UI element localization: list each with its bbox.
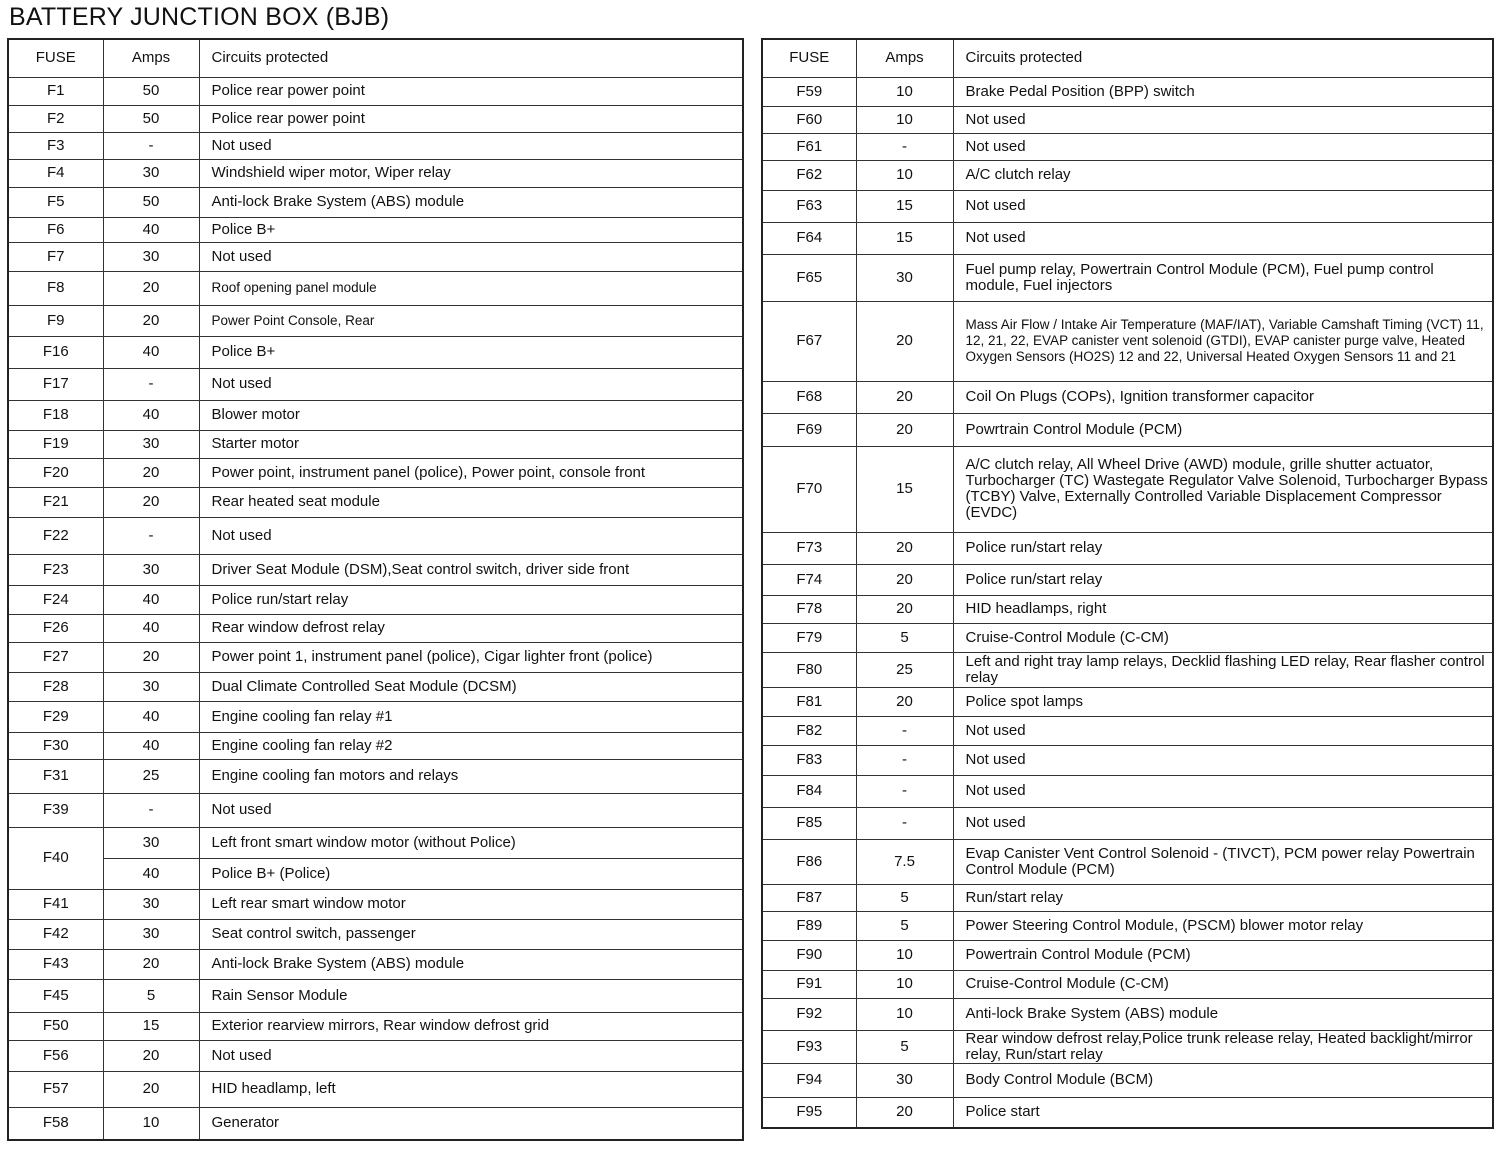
table-row [762,381,1493,413]
table-row [8,979,743,1012]
table-row [762,775,1493,807]
table-row [762,446,1493,532]
fuse-cell: F23 [8,554,103,585]
circuits-cell: Windshield wiper motor, Wiper relay [199,159,743,187]
fuse-cell: F60 [762,106,856,133]
circuits-cell: Anti-lock Brake System (ABS) module [953,998,1493,1030]
fuse-cell: F90 [762,940,856,970]
table-row [762,687,1493,716]
circuits-cell: Police run/start relay [953,564,1493,595]
table-row [762,160,1493,190]
circuits-cell: Powrtrain Control Module (PCM) [953,413,1493,446]
header-amps: Amps [856,39,953,77]
fuse-cell: F43 [8,949,103,979]
fuse-cell: F40 [8,827,103,889]
amps-cell: 20 [856,301,953,381]
fuse-cell: F78 [762,595,856,623]
circuits-cell: Not used [199,1040,743,1071]
circuits-cell: Fuel pump relay, Powertrain Control Module (PCM), Fuel pump control module, Fuel injectors [953,254,1493,301]
amps-cell: 5 [856,623,953,652]
fuse-table-right [761,38,1494,1129]
circuits-cell: Left rear smart window motor [199,889,743,919]
table-row [762,564,1493,595]
amps-cell: 20 [856,532,953,564]
amps-cell: 15 [856,222,953,254]
table-row [8,400,743,430]
amps-cell: 20 [103,487,199,517]
fuse-cell: F50 [8,1012,103,1040]
circuits-cell: Police rear power point [199,105,743,132]
fuse-cell: F68 [762,381,856,413]
fuse-cell: F31 [8,759,103,793]
amps-cell: 40 [103,614,199,642]
amps-cell: 50 [103,77,199,105]
amps-cell: 30 [103,889,199,919]
fuse-cell: F81 [762,687,856,716]
amps-cell: - [856,807,953,839]
table-row [8,732,743,759]
fuse-cell: F63 [762,190,856,222]
amps-cell: 10 [103,1107,199,1140]
table-row [8,889,743,919]
fuse-cell: F95 [762,1097,856,1128]
circuits-cell: Not used [953,807,1493,839]
table-row [762,716,1493,745]
fuse-cell: F65 [762,254,856,301]
amps-cell: 30 [103,554,199,585]
amps-cell: 10 [856,998,953,1030]
table-row [8,458,743,487]
circuits-cell: Not used [199,517,743,554]
circuits-cell: Left and right tray lamp relays, Decklid flashing LED relay, Rear flasher control relay [953,652,1493,687]
table-row [762,884,1493,911]
circuits-cell: Starter motor [199,430,743,458]
amps-cell: 20 [103,1040,199,1071]
amps-cell: 30 [856,1063,953,1097]
table-row [762,652,1493,687]
fuse-cell: F74 [762,564,856,595]
amps-cell: 5 [103,979,199,1012]
fuse-cell: F82 [762,716,856,745]
fuse-cell: F42 [8,919,103,949]
amps-cell: 20 [856,413,953,446]
table-row [762,807,1493,839]
circuits-cell: Not used [953,716,1493,745]
circuits-cell: Not used [199,242,743,271]
table-row [8,614,743,642]
amps-cell: 5 [856,1030,953,1063]
fuse-cell: F83 [762,745,856,775]
amps-cell: 40 [103,858,199,889]
amps-cell: 20 [103,458,199,487]
circuits-cell: Dual Climate Controlled Seat Module (DCSM) [199,672,743,701]
amps-cell: - [856,745,953,775]
fuse-cell: F80 [762,652,856,687]
table-row [8,585,743,614]
fuse-cell: F64 [762,222,856,254]
amps-cell: 40 [103,585,199,614]
fuse-cell: F70 [762,446,856,532]
circuits-cell: A/C clutch relay, All Wheel Drive (AWD) module, grille shutter actuator, Turbocharger (TC) Wastegate Regulator Valve Solenoid, Turbocharger Bypass (TCBY) Valve, Externally Controlled Variable Displacement Compressor (EVDC) [953,446,1493,532]
circuits-cell: Power point, instrument panel (police), Power point, console front [199,458,743,487]
circuits-cell: Rear window defrost relay [199,614,743,642]
fuse-cell: F17 [8,368,103,400]
amps-cell: 40 [103,217,199,242]
table-row [762,911,1493,940]
fuse-cell: F85 [762,807,856,839]
amps-cell: 10 [856,77,953,106]
amps-cell: 5 [856,911,953,940]
circuits-cell: Police B+ (Police) [199,858,743,889]
table-row [8,827,743,858]
circuits-cell: Not used [199,132,743,159]
circuits-cell: Cruise-Control Module (C-CM) [953,623,1493,652]
fuse-cell: F92 [762,998,856,1030]
amps-cell: - [103,368,199,400]
circuits-cell: HID headlamps, right [953,595,1493,623]
fuse-table-left [7,38,744,1141]
amps-cell: - [103,132,199,159]
fuse-cell: F67 [762,301,856,381]
fuse-cell: F24 [8,585,103,614]
fuse-cell: F3 [8,132,103,159]
circuits-cell: Police start [953,1097,1493,1128]
table-header-row [8,39,743,77]
fuse-cell: F94 [762,1063,856,1097]
fuse-cell: F27 [8,642,103,672]
fuse-cell: F2 [8,105,103,132]
table-row [8,858,743,889]
table-row [8,759,743,793]
table-row [762,998,1493,1030]
amps-cell: 30 [103,159,199,187]
fuse-cell: F18 [8,400,103,430]
fuse-cell: F84 [762,775,856,807]
fuse-cell: F87 [762,884,856,911]
fuse-cell: F59 [762,77,856,106]
table-row [8,132,743,159]
fuse-cell: F89 [762,911,856,940]
amps-cell: 25 [103,759,199,793]
table-row [8,305,743,336]
circuits-cell: Seat control switch, passenger [199,919,743,949]
table-row [8,217,743,242]
fuse-cell: F7 [8,242,103,271]
circuits-cell: Police run/start relay [953,532,1493,564]
header-fuse: FUSE [8,39,103,77]
amps-cell: 15 [103,1012,199,1040]
table-row [762,595,1493,623]
amps-cell: 7.5 [856,839,953,884]
amps-cell: 30 [103,919,199,949]
fuse-cell: F61 [762,133,856,160]
table-row [762,839,1493,884]
circuits-cell: Body Control Module (BCM) [953,1063,1493,1097]
amps-cell: 20 [856,687,953,716]
circuits-cell: Anti-lock Brake System (ABS) module [199,187,743,217]
table-row [762,133,1493,160]
fuse-cell: F91 [762,970,856,998]
table-row [762,970,1493,998]
amps-cell: 50 [103,105,199,132]
table-row [8,701,743,732]
circuits-cell: Not used [953,222,1493,254]
fuse-cell: F62 [762,160,856,190]
table-row [8,1107,743,1140]
amps-cell: - [103,793,199,827]
page-title: BATTERY JUNCTION BOX (BJB) [9,3,390,31]
table-row [8,487,743,517]
table-row [8,368,743,400]
amps-cell: 40 [103,732,199,759]
table-row [762,106,1493,133]
amps-cell: - [856,133,953,160]
circuits-cell: Police rear power point [199,77,743,105]
table-row [8,271,743,305]
amps-cell: 40 [103,701,199,732]
header-amps: Amps [103,39,199,77]
circuits-cell: Police run/start relay [199,585,743,614]
circuits-cell: Police spot lamps [953,687,1493,716]
circuits-cell: Exterior rearview mirrors, Rear window defrost grid [199,1012,743,1040]
amps-cell: - [856,716,953,745]
fuse-cell: F86 [762,839,856,884]
circuits-cell: Driver Seat Module (DSM),Seat control switch, driver side front [199,554,743,585]
table-row [8,105,743,132]
circuits-cell: Not used [199,793,743,827]
amps-cell: 10 [856,106,953,133]
table-row [8,642,743,672]
fuse-cell: F21 [8,487,103,517]
fuse-cell: F8 [8,271,103,305]
header-circuits: Circuits protected [953,39,1493,77]
circuits-cell: Not used [953,775,1493,807]
circuits-cell: Blower motor [199,400,743,430]
circuits-cell: Power point 1, instrument panel (police), Cigar lighter front (police) [199,642,743,672]
circuits-cell: Not used [953,190,1493,222]
circuits-cell: Generator [199,1107,743,1140]
table-row [8,77,743,105]
circuits-cell: Coil On Plugs (COPs), Ignition transformer capacitor [953,381,1493,413]
amps-cell: 50 [103,187,199,217]
header-fuse: FUSE [762,39,856,77]
table-row [762,301,1493,381]
circuits-cell: Brake Pedal Position (BPP) switch [953,77,1493,106]
table-row [762,623,1493,652]
fuse-cell: F4 [8,159,103,187]
circuits-cell: Police B+ [199,336,743,368]
table-row [8,919,743,949]
table-row [8,430,743,458]
amps-cell: - [856,775,953,807]
amps-cell: 40 [103,336,199,368]
table-row [762,413,1493,446]
circuits-cell: Rear window defrost relay,Police trunk release relay, Heated backlight/mirror relay, Run/start relay [953,1030,1493,1063]
table-row [762,940,1493,970]
amps-cell: 15 [856,446,953,532]
table-row [8,672,743,701]
circuits-cell: Mass Air Flow / Intake Air Temperature (MAF/IAT), Variable Camshaft Timing (VCT) 11, 12, 21, 22, EVAP canister vent solenoid (GTDI), EVAP canister purge valve, Heated Oxygen Sensors (HO2S) 12 and 22, Universal Heated Oxygen Sensors 11 and 21 [953,301,1493,381]
circuits-cell: HID headlamp, left [199,1071,743,1107]
amps-cell: 20 [856,564,953,595]
table-row [8,336,743,368]
fuse-cell: F9 [8,305,103,336]
amps-cell: 20 [103,305,199,336]
fuse-cell: F57 [8,1071,103,1107]
table-row [8,187,743,217]
circuits-cell: Not used [953,133,1493,160]
table-row [8,517,743,554]
amps-cell: 5 [856,884,953,911]
amps-cell: 15 [856,190,953,222]
circuits-cell: Rain Sensor Module [199,979,743,1012]
amps-cell: 10 [856,970,953,998]
fuse-cell: F19 [8,430,103,458]
amps-cell: 20 [856,381,953,413]
amps-cell: 20 [103,1071,199,1107]
amps-cell: 10 [856,940,953,970]
circuits-cell: Power Steering Control Module, (PSCM) blower motor relay [953,911,1493,940]
fuse-cell: F6 [8,217,103,242]
circuits-cell: Not used [953,745,1493,775]
table-row [762,190,1493,222]
table-row [762,1030,1493,1063]
table-row [762,77,1493,106]
circuits-cell: Engine cooling fan motors and relays [199,759,743,793]
fuse-cell: F16 [8,336,103,368]
fuse-cell: F5 [8,187,103,217]
circuits-cell: Left front smart window motor (without Police) [199,827,743,858]
table-row [8,554,743,585]
table-row [8,793,743,827]
table-row [762,1063,1493,1097]
amps-cell: 10 [856,160,953,190]
fuse-cell: F69 [762,413,856,446]
table-header-row [762,39,1493,77]
fuse-cell: F56 [8,1040,103,1071]
fuse-cell: F45 [8,979,103,1012]
fuse-cell: F79 [762,623,856,652]
table-row [762,222,1493,254]
table-row [8,1012,743,1040]
circuits-cell: Engine cooling fan relay #2 [199,732,743,759]
fuse-cell: F93 [762,1030,856,1063]
table-row [8,949,743,979]
circuits-cell: Power Point Console, Rear [199,305,743,336]
amps-cell: 20 [103,949,199,979]
fuse-cell: F39 [8,793,103,827]
table-row [8,242,743,271]
circuits-cell: Run/start relay [953,884,1493,911]
amps-cell: 30 [103,242,199,271]
amps-cell: 30 [103,430,199,458]
fuse-cell: F73 [762,532,856,564]
fuse-cell: F41 [8,889,103,919]
fuse-cell: F22 [8,517,103,554]
table-row [762,745,1493,775]
table-row [8,1040,743,1071]
fuse-cell: F1 [8,77,103,105]
circuits-cell: A/C clutch relay [953,160,1493,190]
circuits-cell: Cruise-Control Module (C-CM) [953,970,1493,998]
circuits-cell: Rear heated seat module [199,487,743,517]
fuse-cell: F26 [8,614,103,642]
amps-cell: 20 [103,642,199,672]
circuits-cell: Anti-lock Brake System (ABS) module [199,949,743,979]
table-row [762,254,1493,301]
fuse-cell: F29 [8,701,103,732]
amps-cell: 40 [103,400,199,430]
fuse-cell: F30 [8,732,103,759]
table-row [8,1071,743,1107]
amps-cell: 25 [856,652,953,687]
circuits-cell: Not used [953,106,1493,133]
table-row [762,532,1493,564]
fuse-cell: F28 [8,672,103,701]
table-row [762,1097,1493,1128]
amps-cell: 20 [856,595,953,623]
amps-cell: 30 [103,672,199,701]
amps-cell: - [103,517,199,554]
amps-cell: 30 [103,827,199,858]
circuits-cell: Roof opening panel module [199,271,743,305]
fuse-cell: F58 [8,1107,103,1140]
amps-cell: 20 [103,271,199,305]
circuits-cell: Powertrain Control Module (PCM) [953,940,1493,970]
amps-cell: 20 [856,1097,953,1128]
amps-cell: 30 [856,254,953,301]
fuse-cell: F20 [8,458,103,487]
circuits-cell: Evap Canister Vent Control Solenoid - (TIVCT), PCM power relay Powertrain Control Module (PCM) [953,839,1493,884]
circuits-cell: Police B+ [199,217,743,242]
header-circuits: Circuits protected [199,39,743,77]
circuits-cell: Engine cooling fan relay #1 [199,701,743,732]
circuits-cell: Not used [199,368,743,400]
table-row [8,159,743,187]
